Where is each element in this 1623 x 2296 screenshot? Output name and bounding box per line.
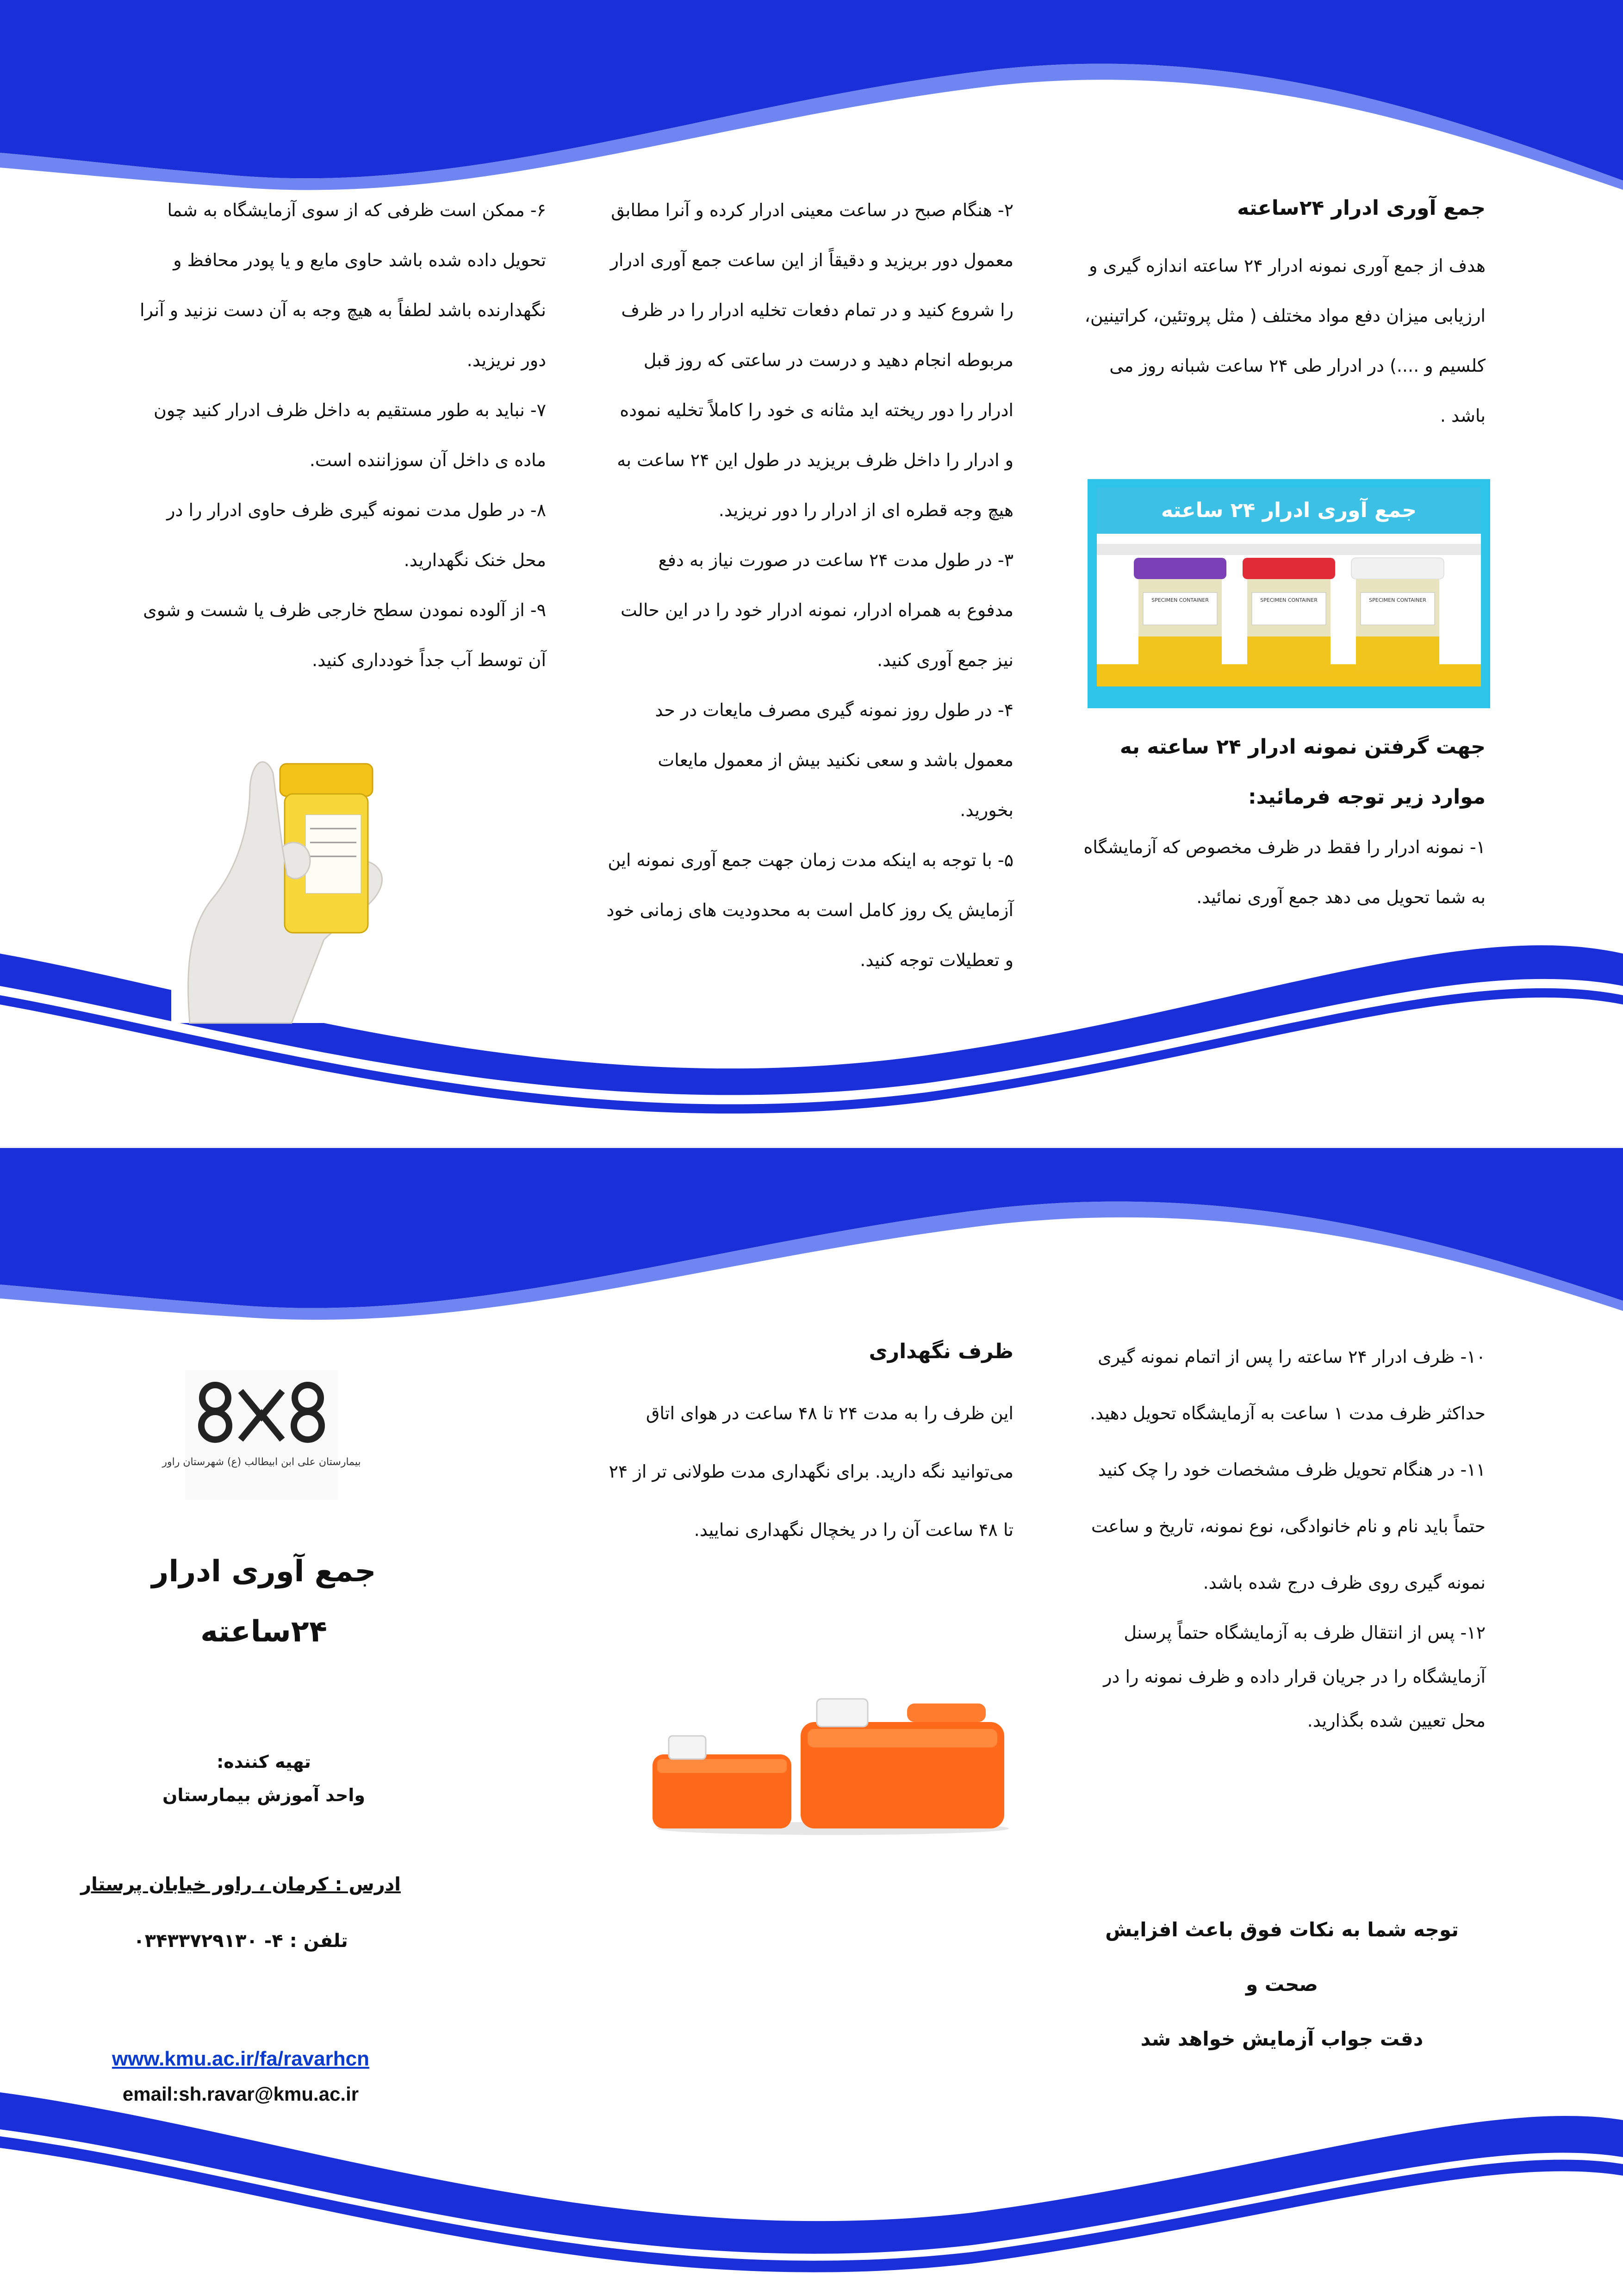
page1-right-column: [1078, 194, 1486, 441]
prepared-by-unit: واحد آموزش بیمارستان: [162, 1785, 366, 1805]
brochure-title-line-1: جمع آوری ادرار: [151, 1554, 376, 1589]
brochure-page-2: [0, 1148, 1623, 2296]
contact-block: [79, 1870, 403, 1955]
gloved-hand-sample-cup-image: [171, 708, 393, 1023]
section-title: جمع آوری ادرار ۲۴ساعته: [1237, 196, 1486, 220]
page1-left-column: [139, 185, 546, 685]
image-banner-text: جمع آوری ادرار ۲۴ ساعته: [1161, 499, 1417, 522]
brochure-title-block: [125, 1541, 403, 1662]
web-contact-block: [79, 2044, 403, 2109]
phone-text: تلفن : ۴- ۰۳۴۳۳۷۲۹۱۳۰: [133, 1930, 348, 1952]
page2-right-column: [1078, 1329, 1486, 1743]
intro-paragraph: هدف از جمع آوری نمونه ادرار ۲۴ ساعته اندازه گیری و ارزیابی میزان دفع مواد مختلف ( مثل پروتئین، کراتینین، کلسیم و ....) در ادرار طی ۲۴ ساعت شبانه روز می باشد .: [1084, 256, 1486, 426]
page2-middle-column: [606, 1338, 1014, 1559]
closing-note: [1078, 1903, 1486, 2066]
brochure-title-line-2: ۲۴ساعته: [200, 1615, 327, 1649]
item-6: ۶- ممکن است ظرفی که از سوی آزمایشگاه به شما تحویل داده شده باشد حاوی مایع و یا پودر محافظ و نگهدارنده باشد لطفاً به هیچ وجه به آن دست نزنید و آنرا دور نریزید.: [140, 200, 546, 370]
page1-middle-column: [606, 185, 1014, 985]
prepared-by-block: [125, 1745, 403, 1812]
item-4: ۴- در طول روز نمونه گیری مصرف مایعات در حد معمول باشد و سعی نکنید بیش از معمول مایعات بخورید.: [655, 700, 1014, 820]
prepared-by-label: تهیه کننده:: [217, 1752, 311, 1772]
storage-title: ظرف نگهداری: [869, 1340, 1014, 1363]
logo-caption: بیمارستان علی ابن ابیطالب (ع) شهرستان راور: [162, 1456, 361, 1468]
item-11: ۱۱- در هنگام تحویل ظرف مشخصات خود را چک کنید حتماً باید نام و نام خانوادگی، نوع نمونه، تاریخ و ساعت نمونه گیری روی ظرف درج شده باشد.: [1091, 1460, 1486, 1593]
item-10: ۱۰- ظرف ادرار ۲۴ ساعته را پس از اتمام نمونه گیری حداکثر ظرف مدت ۱ ساعت به آزمایشگاه تحویل دهید.: [1090, 1347, 1486, 1423]
address-text: ادرس : کرمان ، راور خیابان پرستار: [81, 1874, 401, 1895]
email-text: email:sh.ravar@kmu.ac.ir: [122, 2083, 359, 2105]
item-8: ۸- در طول مدت نمونه گیری ظرف حاوی ادرار را در محل خنک نگهدارید.: [167, 500, 546, 570]
top-wave-decoration: [0, 1148, 1623, 1342]
item-7: ۷- نباید به طور مستقیم به داخل ظرف ادرار کنید چون ماده ی داخل آن سوزاننده است.: [154, 400, 546, 470]
page1-note-block: [1078, 722, 1486, 922]
website-link[interactable]: www.kmu.ac.ir/fa/ravarhcn: [112, 2047, 369, 2070]
item-9: ۹- از آلوده نمودن سطح خارجی ظرف یا شست و شوی آن توسط آب جداً خودداری کنید.: [143, 600, 546, 670]
storage-text: این ظرف را به مدت ۲۴ تا ۴۸ ساعت در هوای اتاق می‌توانید نگه دارید. برای نگهداری مدت طولانی تر از ۲۴ تا ۴۸ ساعت آن را در یخچال نگهداری نمایید.: [609, 1403, 1014, 1540]
closing-note-line-2: دقت جواب آزمایش خواهد شد: [1140, 2028, 1424, 2050]
item-2: ۲- هنگام صبح در ساعت معینی ادرار کرده و آنرا مطابق معمول دور بریزید و دقیقاً از این ساعت جمع آوری ادرار را شروع کنید و در تمام دفعات تخلیه ادرار را در ظرف مربوطه انجام دهید و درست در ساعتی که روز قبل ادرار را دور ریخته اید مثانه ی خود را کاملاً تخلیه نموده و ادرار را داخل ظرف بریزید در طول این ۲۴ ساعت به هیچ وجه قطره ای از ادرار را دور نریزید.: [610, 200, 1014, 520]
container-label-1: SPECIMEN CONTAINER: [1151, 597, 1209, 603]
hospital-logo: [162, 1370, 361, 1500]
item-5: ۵- با توجه به اینکه مدت زمان جهت جمع آوری نمونه این آزمایش یک روز کامل است به محدودیت های زمانی خود و تعطیلات توجه کنید.: [606, 850, 1014, 970]
item-1: ۱- نمونه ادرار را فقط در ظرف مخصوص که آزمایشگاه به شما تحویل می دهد جمع آوری نمائید.: [1083, 837, 1486, 907]
item-3: ۳- در طول مدت ۲۴ ساعت در صورت نیاز به دفع مدفوع به همراه ادرار، نمونه ادرار خود را در این حالت نیز جمع آوری کنید.: [620, 550, 1014, 670]
orange-collection-jugs-image: [648, 1685, 1018, 1838]
container-label-2: SPECIMEN CONTAINER: [1260, 597, 1318, 603]
specimen-containers-image: [1088, 479, 1490, 708]
container-label-3: SPECIMEN CONTAINER: [1369, 597, 1426, 603]
item-12: ۱۲- پس از انتقال ظرف به آزمایشگاه حتماً پرسنل آزمایشگاه را در جریان قرار داده و ظرف نمونه را در محل تعیین شده بگذارید.: [1103, 1622, 1486, 1731]
closing-note-line-1: توجه شما به نکات فوق باعث افزایش صحت و: [1105, 1918, 1459, 1996]
note-heading: جهت گرفتن نمونه ادرار ۲۴ ساعته به موارد زیر توجه فرمائید:: [1119, 735, 1486, 809]
